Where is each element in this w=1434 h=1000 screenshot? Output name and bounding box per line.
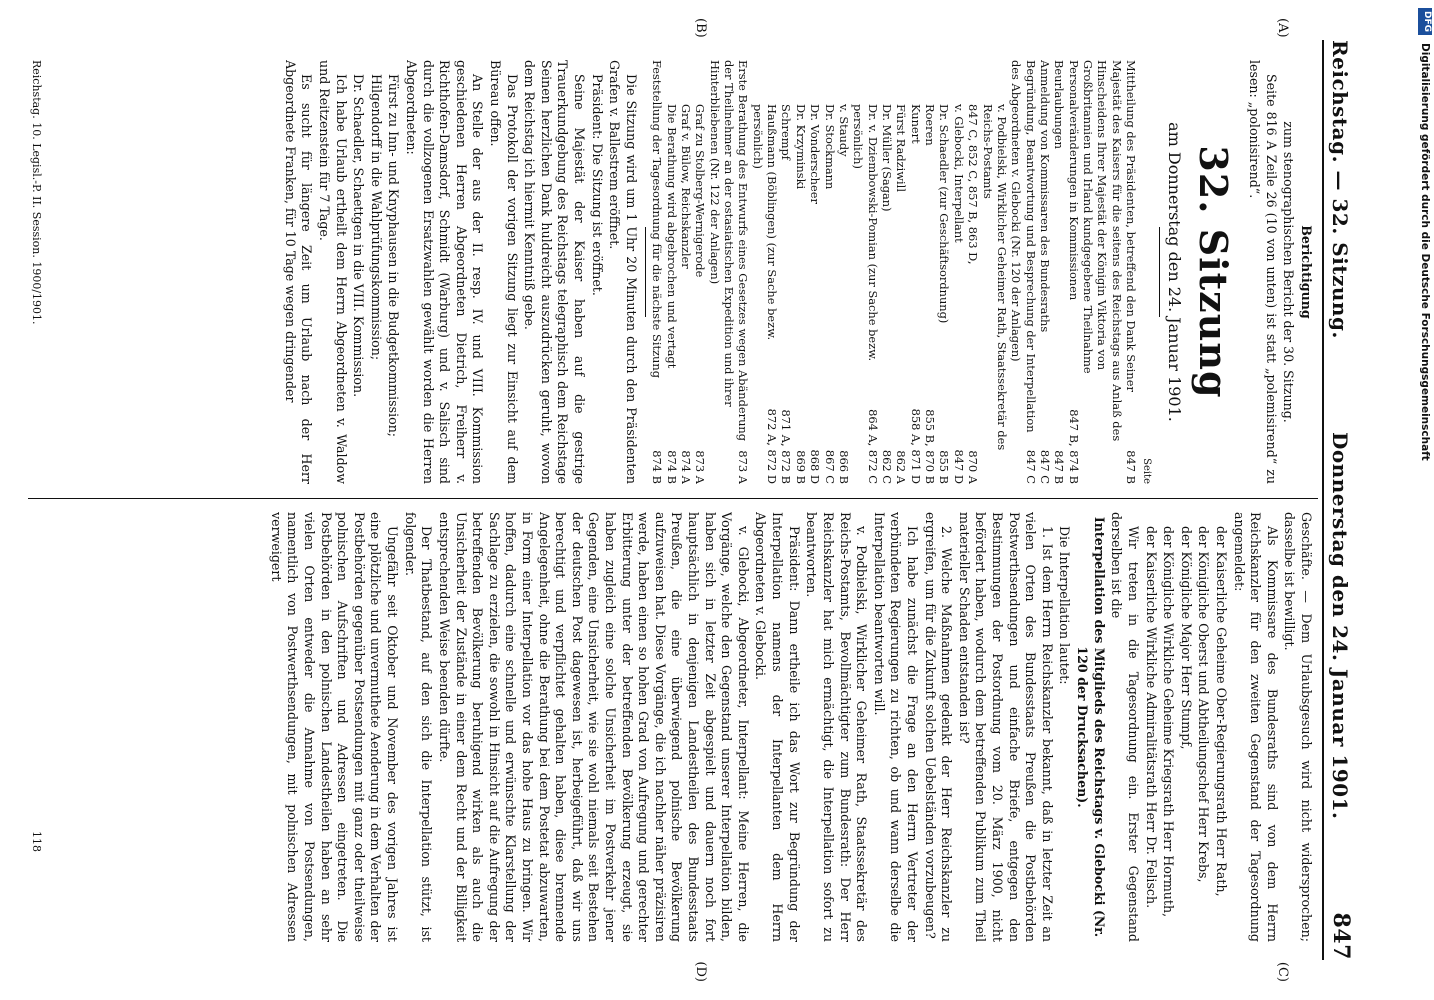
toc-page-ref: 870 A [966, 450, 981, 484]
toc-row [1066, 60, 1080, 484]
toc-entry-text: Mittheilung des Präsidenten, betreffend den Dank Seiner Majestät des Kaisers für die seitens des Reichstags aus Anlaß des Hinscheidens Ihrer Majestät der Königin Viktoria von Großbritannien und Irland kundgegebene Theilnahme [1081, 60, 1139, 442]
paragraph: Seine Majestät der Kaiser haben auf die gestrige Trauerkundgebung des Reichstags telegraphisch dem Reichstage Seinen herzlichen Dank huldreicht auszudrücken geruht, wovon dem Reichstag ich hiermit Kenntniß gebe. [522, 60, 588, 484]
toc-page-ref: 862 A [894, 450, 909, 484]
toc-page-ref: 873 A [693, 450, 708, 484]
toc-row [650, 60, 664, 484]
paragraph: Als Kommissare des Bundesraths sind von dem Herrn Reichskanzler für den zweiten Gegenstand der Tagesordnung angemeldet: [1231, 512, 1280, 942]
toc-entry-text: Dr. Krzyminski [793, 104, 808, 190]
margin-marker-c: (C) [1275, 961, 1290, 982]
margin-marker-b: (B) [693, 18, 708, 38]
toc-page-ref: 867 C [822, 449, 837, 484]
paragraph: v. Glebocki, Abgeordneter, Interpellant: Meine Herren, die Vorgänge, welche den Gegenstand unserer Interpellation bilden, haben sich in letzter Zeit abgespielt und dauern noch fort hauptsächlich in denjenigen Landestheilen des Bundesstaats Preußen, die eine überwiegend polnische Bevölkerung aufzuweisen hat. Diese Vorgänge, die ich nachher näher präzisiren werde, haben einen so hohen Grad von Aufregung und gerechter Erbitterung unter der betreffenden Bevölkerung erzeugt, sie haben zugleich eine solche Unsicherheit im Postverkehr jener Gegenden, eine Unsicherheit, wie sie wohl niemals seit Bestehen der deutschen Post dagewesen ist, herbeigeführt, daß wir uns berechtigt und verpflichtet gehalten haben, diese brennende Angelegenheit, ohne die Berathung bei dem Postetat abzuwarten, in Form einer Interpellation vor das hohe Haus zu bringen. Wir hoffen, dadurch eine schnelle und erwünschte Klarstellung der Sachlage zu erzielen, die sowohl in Hinsicht auf die Aufregung der betreffenden Bevölkerung beruhigend wirken als auch die Unsicherheit der Zustände in einer dem Recht und der Billigkeit entsprechenden Weise beenden dürfte. [436, 512, 751, 942]
paragraph: Hilgendorff in die Wahlprüfungskommission; [368, 74, 384, 361]
paragraph: Die Interpellation lautet: [1057, 526, 1073, 685]
toc-row [664, 60, 678, 484]
correction-title: Berichtigung [1299, 225, 1314, 319]
toc-row [779, 60, 793, 484]
paragraph: Ich habe zunächst die Frage an den Herrn Vertreter der verbündeten Regierungen zu richten, ob und wann derselbe die Interpellation beantworten will. [871, 512, 920, 942]
toc-entry-text: Haußmann (Böblingen) (zur Sache bezw. persönlich) [750, 104, 780, 341]
toc-row [937, 60, 951, 484]
paragraph: 1. Ist dem Herrn Reichskanzler bekannt, daß in letzter Zeit an vielen Orten des Bundesstaats Preußen die Postbehörden Postwerthsendungen und einfache Briefe, entgegen den Bestimmungen der Postordnung vom 20. März 1900, nicht befördert haben, wodurch dem betreffenden Publikum zum Theil materieller Schaden entstanden ist? [956, 512, 1055, 942]
page-header [1328, 40, 1358, 960]
toc-row [980, 60, 1009, 484]
toc-page-ref: 871 A, 872 B [779, 409, 794, 484]
toc-row [707, 60, 750, 484]
right-body [267, 512, 1314, 942]
toc-entry-text: Dr. Müller (Sagan) [880, 104, 894, 212]
toc-row [966, 60, 980, 484]
toc-entry-text: 847 C, 852 C, 857 B, 863 D, [966, 104, 981, 265]
sitting-date: am Donnerstag den 24. Januar 1901. [1165, 122, 1185, 422]
paragraph: Es sucht für längere Zeit um Urlaub nach der Herr Abgeordnete Franken, für 10 Tage wegen dringender [282, 60, 315, 484]
toc-row [1038, 60, 1052, 484]
paragraph: Geschäfte. — Dem Urlaubsgesuch wird nicht widersprochen; dasselbe ist bewilligt. [1282, 512, 1314, 942]
margin-marker-d: (D) [693, 961, 708, 982]
toc-row [851, 60, 880, 484]
toc-row [808, 60, 822, 484]
toc-page-ref: 855 B, 870 B [923, 409, 938, 484]
toc-row [880, 60, 894, 484]
toc-page-ref: 869 B [793, 450, 808, 484]
toc-entry-text: Roeren [923, 104, 938, 146]
toc-page-ref: 847 C [1037, 449, 1052, 484]
toc-row [750, 60, 779, 484]
toc-entry-text: Kunert [908, 104, 923, 144]
toc-rule [645, 227, 646, 317]
toc-page-ref: 872 A, 872 D [765, 408, 780, 484]
toc-entry-text: v. Podbielski, Wirklicher Geheimer Rath, Staatssekretär des Reichs-Postamts [980, 104, 1009, 451]
toc-page-ref: 868 D [808, 449, 823, 484]
paragraph: Dr. Schaedler, Schaettgen in die VIII. Kommission. [351, 74, 367, 398]
header-center: Donnerstag den 24. Januar 1901. [1328, 431, 1352, 820]
toc-row [793, 60, 807, 484]
toc-entry-text: Dr. Stockmann [822, 104, 837, 190]
sheet-number: 118 [29, 831, 43, 852]
paragraph: v. Podbielski, Wirklicher Geheimer Rath, Staatssekretär des Reichs-Postamts, Bevollmächtigter zum Bundesrath: Der Herr Reichskanzler hat mich ermächtigt, die Interpellation sofort zu beantworten. [804, 512, 870, 942]
toc-page-ref: 874 B [664, 450, 679, 484]
left-column [28, 60, 1314, 484]
paragraph: der Königliche Oberst und Abtheilungschef Herr Krebs, [1196, 526, 1212, 883]
right-column [28, 512, 1314, 942]
toc-row [908, 60, 922, 484]
toc-entry-text: Schrempf [779, 104, 794, 161]
page-number: 847 [1328, 912, 1354, 960]
toc-seite-label: Seite [1141, 458, 1153, 484]
toc-page-ref: 855 B [937, 450, 952, 484]
toc-page-ref: 858 A, 871 D [908, 408, 923, 484]
toc-page-ref: 862 C [880, 449, 894, 484]
toc-entry-text: Die Berathung wird abgebrochen und vertagt [664, 104, 679, 369]
toc-entry-text: Begründung, Beantwortung und Besprechung der Interpellation des Abgeordneten v. Glebocki (Nr. 120 der Anlagen) [1009, 60, 1038, 433]
toc-entry-text: Fürst Radziwill [894, 104, 909, 192]
toc-page-ref: 847 D [951, 449, 966, 484]
toc-row [679, 60, 693, 484]
credit-text: Digitalisierung gefördert durch die Deutsche Forschungsgemeinschaft [1419, 43, 1431, 461]
paragraph: der Kaiserliche Geheime Ober-Regierungsrath Herr Rath, [1213, 526, 1229, 897]
paragraph: 2. Welche Maßnahmen gedenkt der Herr Reichskanzler zu ergreifen, um für die Zukunft solchen Uebelständen vorzubeugen? [922, 512, 955, 942]
toc-page-ref: 873 A [736, 450, 751, 484]
toc-row [923, 60, 937, 484]
toc-entry-text: Beurlaubungen [1052, 60, 1067, 149]
toc-row [951, 60, 965, 484]
toc-entry-text: Graf v. Bülow, Reichskanzler [678, 104, 693, 269]
title-rule [1159, 227, 1160, 317]
left-body [281, 60, 639, 484]
toc-entry-text: Anmeldung von Kommissaren des Bundesraths [1037, 60, 1052, 333]
paragraph: Ungefähr seit Oktober und November des vorigen Jahres ist eine plötzliche und unvermuthete Aenderung in dem Verhalten der Postbehörden gegenüber Postsendungen mit ganz oder theilweise polnischen Aufschriften und Adressen eingetreten. Die Postbehörden in den polnischen Landestheilen haben an sehr vielen Orten entweder die Annahme von Postsendungen, namentlich von Postwerthsendungen, mit polnischen Adressen verweigert [268, 512, 401, 942]
column-divider [28, 498, 1318, 499]
toc-row [822, 60, 836, 484]
paragraph: Interpellation des Mitglieds des Reichstags v. Glebocki (Nr. 120 der Drucksachen). [1075, 516, 1107, 938]
toc-row [1009, 60, 1038, 484]
toc-page-ref: 874 B [650, 450, 665, 484]
paragraph: Der Thatbestand, auf den sich die Interpellation stützt, ist folgender. [402, 512, 435, 942]
header-rule [1322, 40, 1324, 960]
paragraph: Präsident: Dann ertheile ich das Wort zur Begründung der Interpellation namens der Interpellanten dem Herrn Abgeordneten v. Glebocki. [753, 512, 802, 942]
table-of-contents [650, 60, 1138, 484]
toc-page-ref: 847 B, 874 B [1066, 409, 1081, 484]
correction-subtitle: zum stenographischen Bericht der 30. Sitzung. [1281, 121, 1297, 423]
toc-row [837, 60, 851, 484]
paragraph: Das Protokoll der vorigen Sitzung liegt zur Einsicht auf dem Büreau offen. [488, 60, 520, 484]
toc-entry-text: Graf zu Stolberg-Wernigerode [693, 104, 708, 278]
correction-text: Seite 816 A Zeile 26 (10 von unten) ist statt „polemisirend“ zu lesen: „polonisirend“. [1247, 60, 1279, 484]
paragraph: Fürst zu Inn- und Knyphausen in die Budgetkommission; [386, 74, 402, 438]
toc-row [1052, 60, 1066, 484]
toc-entry-text: Dr. v. Dziembowski-Pomian (zur Sache bezw. persönlich) [851, 104, 880, 362]
toc-entry-text: v. Glebocki, Interpellant [951, 104, 966, 243]
toc-entry-text: Erste Berathung des Entwurfs eines Gesetzes wegen Abänderung der Theilnehmer an der ostasiatischen Expedition und ihrer Hinterbliebenen (Nr. 122 der Anlagen) [707, 60, 751, 442]
toc-entry-text: Dr. Vonderscheer [808, 104, 823, 204]
toc-row [894, 60, 908, 484]
paragraph: Ich habe Urlaub ertheilt dem Herrn Abgeordneten v. Waldow und Reitzenstein für 7 Tage. [316, 60, 349, 484]
toc-entry-text: Feststellung der Tagesordnung für die nächste Sitzung [650, 60, 665, 379]
column-footer: Reichstag. 10. Legisl.-P. II. Session. 1900/1901. [29, 60, 43, 325]
toc-page-ref: 847 C [1023, 449, 1038, 484]
paragraph: Präsident: Die Sitzung ist eröffnet. [589, 74, 605, 296]
toc-page-ref: 866 B [836, 450, 851, 484]
paragraph: der Königliche Major Herr Stumpf, [1178, 526, 1194, 750]
digitization-credit [1418, 8, 1432, 992]
paragraph: An Stelle der aus der II. resp. IV. und VIII. Kommission geschiedenen Herren Abgeordneten Dietrich, Freiherr v. Richthofen-Damsdorf, Schmidt (Warburg) und v. Salisch sind durch die vollzogenen Ersatzwahlen gewählt worden die Herren Abgeordneten: [403, 60, 486, 484]
paragraph: der Kaiserliche Wirkliche Admiralitätsrath Herr Dr. Felisch. [1143, 526, 1159, 909]
toc-page-ref: 847 B [1052, 450, 1067, 484]
margin-marker-a: (A) [1275, 18, 1290, 38]
sitting-title: 32. Sitzung [1190, 145, 1236, 399]
toc-page-ref: 864 A, 872 C [865, 409, 880, 484]
paragraph: Die Sitzung wird um 1 Uhr 20 Minuten durch den Präsidenten Grafen v. Ballestrem eröffnet. [607, 60, 639, 484]
paragraph: der Königliche Wirkliche Geheime Kriegsrath Herr Hormuth, [1161, 526, 1177, 918]
toc-entry-text: Dr. Schaedler (zur Geschäftsordnung) [937, 104, 952, 324]
toc-row [1081, 60, 1138, 484]
toc-entry-text: v. Staudy [836, 104, 851, 157]
toc-page-ref: 874 A [678, 450, 693, 484]
header-left: Reichstag. — 32. Sitzung. [1328, 40, 1352, 339]
paragraph: Wir treten in die Tagesordnung ein. Erster Gegenstand derselben ist die [1109, 512, 1141, 942]
toc-row [693, 60, 707, 484]
toc-entry-text: Personalveränderungen in Kommissionen [1066, 60, 1081, 301]
toc-page-ref: 847 B [1124, 450, 1139, 484]
dfg-logo: DFG [1418, 8, 1432, 35]
